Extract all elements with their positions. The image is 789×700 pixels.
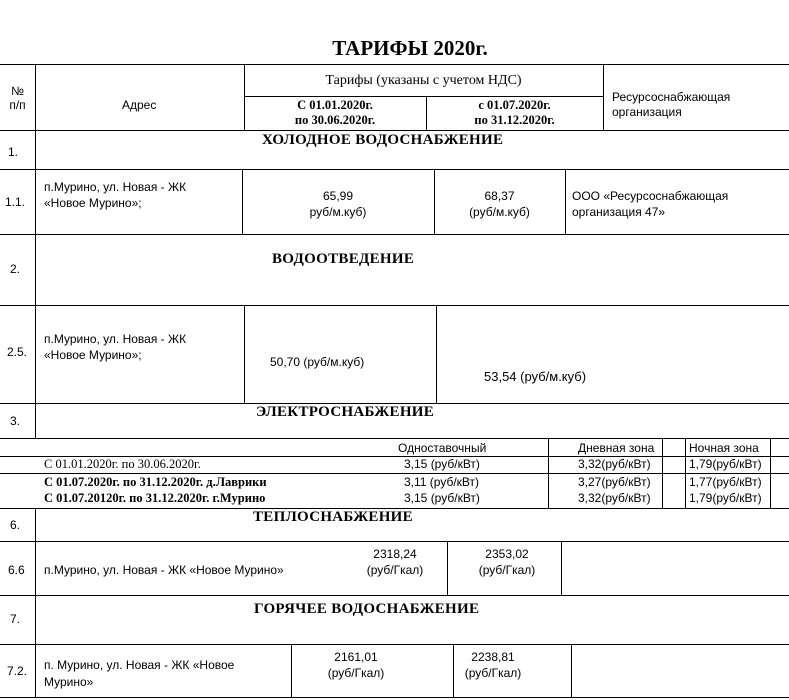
electricity-col-night-zone: Ночная зона [689, 441, 759, 455]
electricity-row-3-night: 1,79(руб/кВт) [689, 491, 762, 505]
header-org: Ресурсоснабжающая организация [612, 90, 731, 119]
section-1-num: 1. [8, 145, 19, 159]
section-2-title: ВОДООТВЕДЕНИЕ [272, 251, 415, 267]
section-2-num: 2. [10, 262, 21, 276]
electricity-col-day-zone: Дневная зона [578, 441, 655, 455]
section-7-title: ГОРЯЧЕЕ ВОДОСНАБЖЕНИЕ [254, 601, 480, 617]
section-3-title: ЭЛЕКТРОСНАБЖЕНИЕ [256, 404, 435, 420]
row-2-5-num: 2.5. [7, 345, 28, 359]
row-1-1-num: 1.1. [5, 195, 26, 209]
row-2-5-address: п.Мурино, ул. Новая - ЖК «Новое Мурино»; [44, 332, 187, 362]
electricity-row-1-single: 3,15 (руб/кВт) [404, 457, 480, 471]
row-1-1-org: ООО «Ресурсоснабжающая организация 47» [572, 189, 729, 219]
header-address: Адрес [122, 98, 157, 112]
header-tariffs: Тарифы (указаны с учетом НДС) [325, 73, 522, 88]
electricity-row-3-single: 3,15 (руб/кВт) [404, 491, 480, 505]
section-7-num: 7. [10, 612, 21, 626]
row-2-5-value-1: 50,70 (руб/м.куб) [270, 355, 365, 369]
electricity-row-3-day: 3,32(руб/кВт) [578, 491, 651, 505]
electricity-row-1-label: С 01.01.2020г. по 30.06.2020г. [44, 457, 201, 471]
section-3-num: 3. [10, 414, 21, 428]
row-7-2-value-2: 2238,81 (руб/Гкал) [464, 650, 522, 680]
row-7-2-value-1: 2161,01 (руб/Гкал) [327, 650, 385, 680]
row-1-1-value-2: 68,37 (руб/м.куб) [469, 189, 530, 219]
electricity-col-single-rate: Одноставочный [398, 441, 487, 455]
electricity-row-2-night: 1,77(руб/кВт) [689, 475, 762, 489]
row-6-6-value-1: 2318,24 (руб/Гкал) [366, 547, 424, 577]
row-6-6-address: п.Мурино, ул. Новая - ЖК «Новое Мурино» [44, 563, 284, 577]
page-title: ТАРИФЫ 2020г. [332, 36, 488, 60]
section-1-title: ХОЛОДНОЕ ВОДОСНАБЖЕНИЕ [262, 132, 504, 148]
electricity-row-2-day: 3,27(руб/кВт) [578, 475, 651, 489]
electricity-row-2-single: 3,11 (руб/кВт) [404, 475, 480, 489]
row-1-1-value-1: 65,99 руб/м.куб) [309, 189, 367, 219]
header-period-1: С 01.01.2020г. по 30.06.2020г. [294, 98, 376, 127]
row-6-6-num: 6.6 [8, 563, 25, 577]
row-2-5-value-2: 53,54 (руб/м.куб) [484, 369, 587, 384]
row-6-6-value-2: 2353,02 (руб/Гкал) [478, 547, 536, 577]
electricity-row-3-label: С 01.07.20120г. по 31.12.2020г. г.Мурино [44, 491, 266, 505]
row-1-1-address: п.Мурино, ул. Новая - ЖК «Новое Мурино»; [44, 180, 187, 210]
section-6-num: 6. [10, 518, 21, 532]
electricity-row-1-night: 1,79(руб/кВт) [689, 457, 762, 471]
row-7-2-address: п. Мурино, ул. Новая - ЖК «Новое Мурино» [44, 658, 235, 689]
header-period-2: с 01.07.2020г. по 31.12.2020г. [474, 98, 555, 127]
header-num: № п/п [9, 84, 26, 112]
section-6-title: ТЕПЛОСНАБЖЕНИЕ [253, 509, 413, 525]
electricity-row-2-label: С 01.07.2020г. по 31.12.2020г. д.Лаврики [44, 475, 267, 489]
row-7-2-num: 7.2. [7, 664, 28, 678]
electricity-row-1-day: 3,32(руб/кВт) [578, 457, 651, 471]
